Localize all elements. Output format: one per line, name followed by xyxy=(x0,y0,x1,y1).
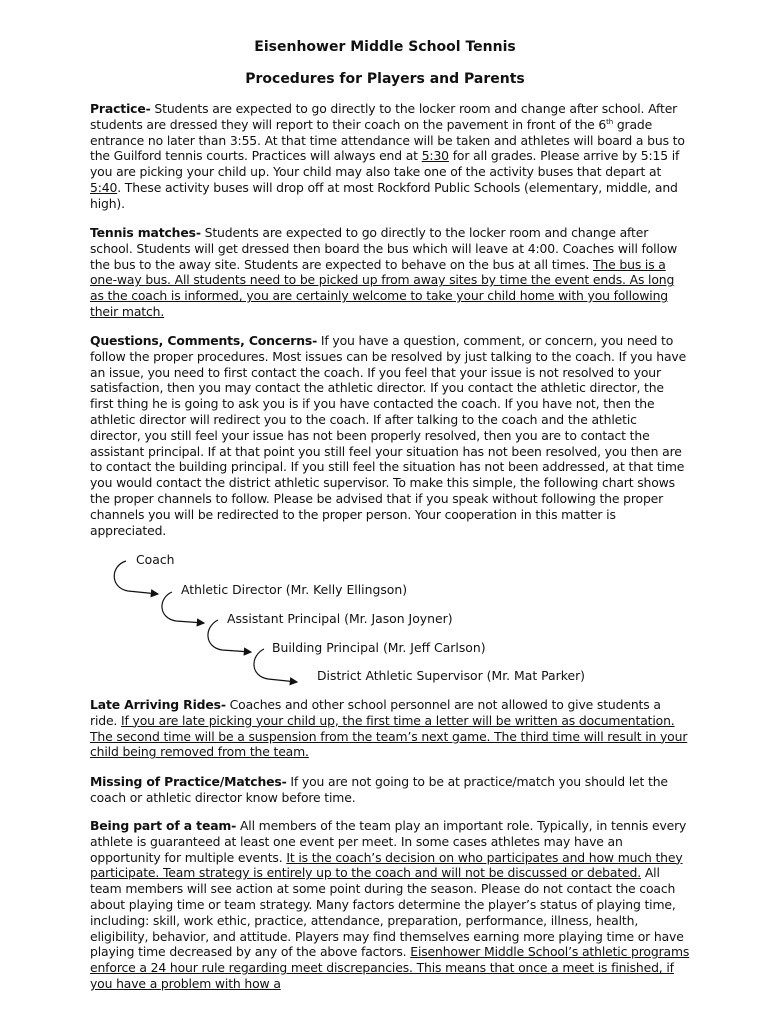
team-text-1: All members of the team play an important role. Typically, in tennis every athlete is guaranteed at least one event per meet. In some cases athletes may have an opportunity for multiple events. xyxy=(90,818,687,865)
late-rides-heading: Late Arriving Rides- xyxy=(90,697,226,712)
missing-heading: Missing of Practice/Matches- xyxy=(90,774,287,789)
team-underlined-1: It is the coach’s decision on who participates and how much they participate. Team strategy is entirely up to the coach and will not be discussed or debated. xyxy=(90,849,683,881)
team-heading: Being part of a team- xyxy=(90,818,237,833)
tennis-matches-underlined: The bus is a one-way bus. All students need to be picked up from away sites by time the event ends. As long as the coach is informed, you are certainly welcome to take your child home with you following their match. xyxy=(90,256,675,319)
questions-heading: Questions, Comments, Concerns- xyxy=(90,333,318,348)
practice-text-2: grade entrance no later than 3:55. At that time attendance will be taken and athletes will board a bus to the Guilford tennis courts. Practices will always end at xyxy=(90,116,685,164)
tennis-matches-text: Students are expected to go directly to the locker room and change after school. Students will get dressed then board the bus which will leave at 4:00. Coaches will follow the bus to the away site. Students are expected to behave on the bus at all times. xyxy=(90,225,678,272)
late-rides-text: Coaches and other school personnel are not allowed to give students a ride. xyxy=(90,697,661,728)
chain-item-district-supervisor: District Athletic Supervisor (Mr. Mat Parker) xyxy=(317,668,586,683)
ordinal-suffix: th xyxy=(606,117,614,126)
chain-item-coach: Coach xyxy=(136,552,175,567)
late-rides-section xyxy=(90,697,690,760)
practice-text-1: Students are expected to go directly to the locker room and change after school. After students are dressed they will report to their coach on the pavement in front of the 6 xyxy=(90,101,678,132)
missing-section xyxy=(90,774,690,806)
page-subtitle: Procedures for Players and Parents xyxy=(245,71,525,87)
practice-text-3: for all grades. Please arrive by 5:15 if you are picking your child up. Your child may also take one of the activity buses that depart at xyxy=(90,148,680,180)
practice-text-4: . These activity buses will drop off at most Rockford Public Schools (elementary, middle, and high). xyxy=(90,179,678,211)
page-title: Eisenhower Middle School Tennis xyxy=(254,39,516,55)
questions-text: If you have a question, comment, or concern, you need to follow the proper procedures. Most issues can be resolved by just talking to the coach. If you have an issue, you need to first contact the coach. If you feel that your issue is not resolved to your satisfaction, then you may contact the athletic director. If you contact the athletic director, the first thing he is going to ask you is if you have contacted the coach. If you have not, then the athletic director will redirect you to the coach. If after talking to the coach and the athletic director, you still feel your issue has not been properly resolved, then you are to contact the assistant principal. If at that point you still feel your situation has not been resolved, you then are to contact the building principal. If you still feel the situation has not been addressed, at that time you would contact the district athletic supervisor. To make this simple, the following chart shows the proper channels to follow. Please be advised that if you speak without following the proper channels you will be redirected to the proper person. Your cooperation in this matter is appreciated. xyxy=(90,333,687,538)
chain-item-building-principal: Building Principal (Mr. Jeff Carlson) xyxy=(272,640,486,655)
missing-text: If you are not going to be at practice/match you should let the coach or athletic director know before time. xyxy=(90,774,668,805)
practice-heading: Practice- xyxy=(90,101,151,116)
chain-item-athletic-director: Athletic Director (Mr. Kelly Ellingson) xyxy=(181,582,408,597)
team-section xyxy=(90,818,690,992)
practice-end-time: 5:30 xyxy=(421,148,449,164)
chain-item-assistant-principal: Assistant Principal (Mr. Jason Joyner) xyxy=(227,611,453,626)
team-text-2: All team members will see action at some point during the season. Please do not contact the coach about playing time or team strategy. Many factors determine the player’s status of playing time, including: skill, work ethic, practice, attendance, preparation, performance, illness, health, eligibility, behavior, and attitude. Players may find themselves earning more playing time or have playing time decreased by any of the above factors. xyxy=(90,865,684,960)
tennis-matches-heading: Tennis matches- xyxy=(90,225,201,240)
activity-bus-time: 5:40 xyxy=(90,179,118,195)
late-rides-underlined: If you are late picking your child up, the first time a letter will be written as documentation. The second time will be a suspension from the team’s next game. The third time will result in your child being removed from the team. xyxy=(90,712,688,760)
team-underlined-2: Eisenhower Middle School’s athletic programs enforce a 24 hour rule regarding meet discrepancies. This means that once a meet is finished, if you have a problem with how a xyxy=(90,944,690,991)
